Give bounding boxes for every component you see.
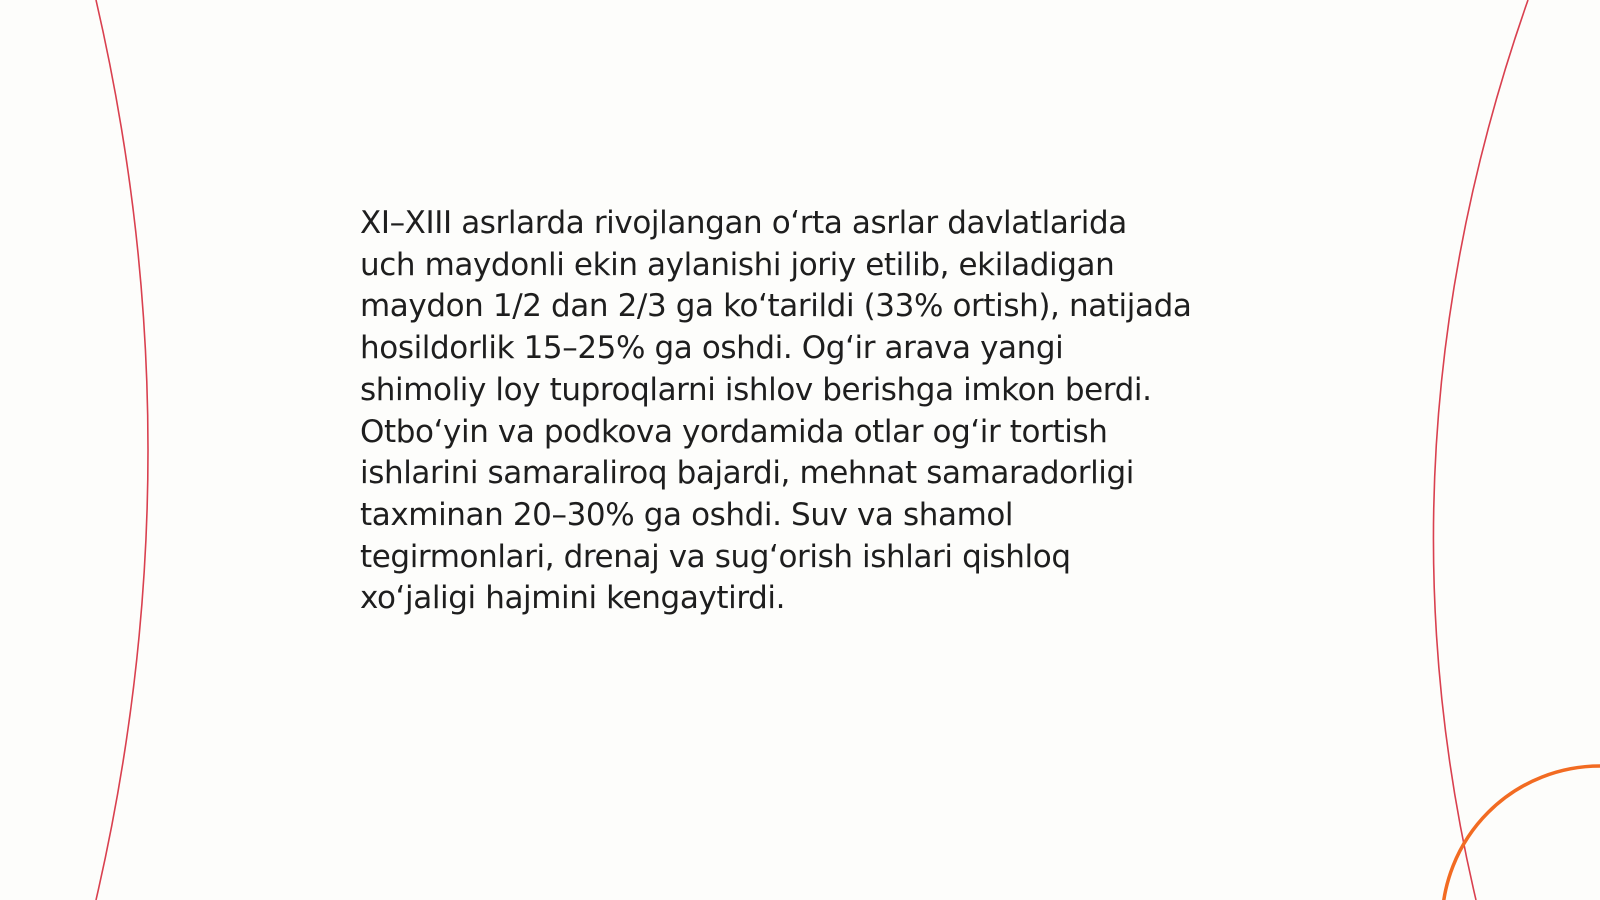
text-line: taxminan 20–30% ga oshdi. Suv va shamol	[360, 496, 1014, 533]
text-line: XI–XIII asrlarda rivojlangan o‘rta asrlar davlatlarida	[360, 205, 1127, 241]
text-line: tegirmonlari, drenaj va sug‘orish ishlari qishloq	[360, 538, 1071, 575]
text-line: xo‘jaligi hajmini kengaytirdi.	[360, 580, 786, 617]
right-arc-line	[1433, 0, 1528, 900]
text-line: shimoliy loy tuproqlarni ishlov berishga imkon berdi.	[360, 371, 1152, 408]
corner-circle	[1442, 766, 1600, 900]
text-line: ishlarini samaraliroq bajardi, mehnat samaradorligi	[360, 455, 1135, 492]
left-arc-line	[96, 0, 148, 900]
text-line: Otbo‘yin va podkova yordamida otlar og‘ir tortish	[360, 413, 1108, 450]
text-line: uch maydonli ekin aylanishi joriy etilib, ekiladigan	[360, 246, 1115, 283]
text-line: maydon 1/2 dan 2/3 ga ko‘tarildi (33% ortish), natijada	[360, 288, 1192, 325]
body-paragraph	[360, 203, 1260, 620]
text-line: hosildorlik 15–25% ga oshdi. Og‘ir arava yangi	[360, 330, 1064, 367]
